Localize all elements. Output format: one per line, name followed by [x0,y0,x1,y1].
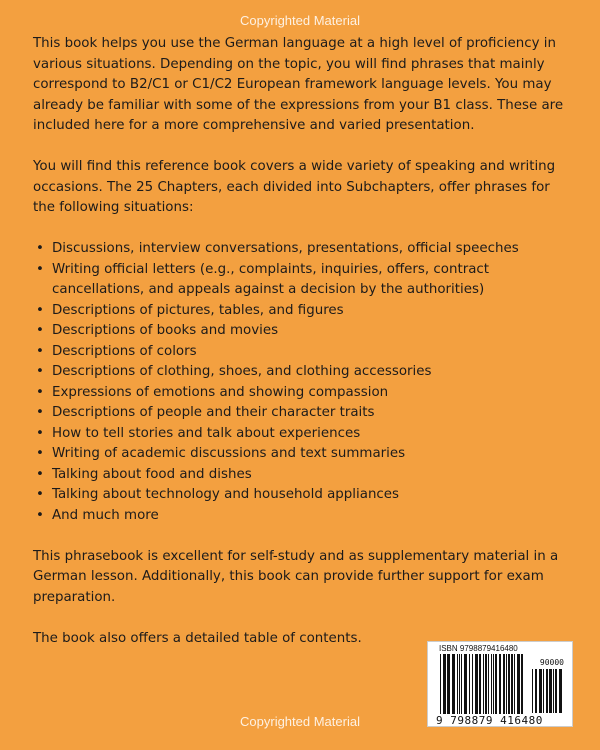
barcode-bar [506,654,507,714]
barcode-bar [559,669,562,713]
addon-barcode-bars [532,669,564,713]
barcode-bar [517,654,520,714]
situation-item: • Descriptions of books and movies [33,321,573,342]
barcode-bar [511,654,513,714]
barcode-bar [457,654,458,714]
situation-item: • Discussions, interview conversations, presentations, official speeches [33,239,573,260]
barcode-bar [503,654,505,714]
situation-item: • How to tell stories and talk about experiences [33,424,573,445]
coverage-paragraph: You will find this reference book covers a wide variety of speaking and writing occasions. The 25 Chapters, each divided into Subchapters, offer phrases for the following situations: [33,159,556,215]
barcode-bar [447,654,450,714]
barcode-bar [514,654,515,714]
price-code: 90000 [539,658,564,667]
barcode-bar [553,669,554,713]
barcode-bar [488,654,489,714]
barcode-bar [508,654,510,714]
situation-item: • Writing of academic discussions and text summaries [33,444,573,465]
situations-list [33,239,573,526]
barcode-bar [555,669,557,713]
isbn-label: ISBN 9798879416480 [439,644,518,653]
barcode-bar [535,669,537,713]
barcode-bar [479,654,481,714]
situation-item: • Expressions of emotions and showing compassion [33,383,573,404]
barcode-bar [452,654,455,714]
barcode-bar [459,654,460,714]
situation-item: • And much more [33,506,573,527]
barcode-bar [485,654,487,714]
usage-paragraph: This phrasebook is excellent for self-study and as supplementary material in a German lesson. Additionally, this book can provide further support for exam preparation. [33,548,559,605]
watermark-top: Copyrighted Material [240,13,360,28]
barcode-bar [472,654,473,714]
barcode-bar [539,669,542,713]
barcode-bar [549,669,552,713]
watermark-bottom: Copyrighted Material [240,714,360,729]
barcode-bar [483,654,484,714]
barcode-bar [440,654,441,714]
barcode-bar [499,654,501,714]
barcode-bar [491,654,492,714]
barcode-bar [464,654,467,714]
barcode-bar [521,654,523,714]
barcode-bar [443,654,446,714]
situation-item: • Descriptions of clothing, shoes, and clothing accessories [33,362,573,383]
situation-item: • Talking about food and dishes [33,465,573,486]
barcode-bar [532,669,533,713]
main-barcode-bars [440,654,525,714]
barcode-bar [461,654,462,714]
situation-item: • Descriptions of pictures, tables, and figures [33,301,573,322]
situation-item: • Descriptions of colors [33,342,573,363]
barcode-bar [475,654,478,714]
barcode-bar [469,654,470,714]
situation-item: • Writing official letters (e.g., complaints, inquiries, offers, contract cancellations, and appeals against a decision by the authorities) [33,260,573,301]
toc-note: The book also offers a detailed table of contents. [33,630,362,646]
situation-item: • Talking about technology and household appliances [33,485,573,506]
barcode-digits: 9 798879 416480 [436,714,543,727]
situation-item: • Descriptions of people and their character traits [33,403,573,424]
barcode-bar [543,669,544,713]
barcode-bar [495,654,497,714]
back-cover-text [33,34,573,670]
barcode-bar [546,669,548,713]
barcode-bar [493,654,494,714]
intro-paragraph: This book helps you use the German language at a high level of proficiency in various situations. Depending on the topic, you will find phrases that mainly correspond to B2/C1 or C1/C2 European framework language levels. You may already be familiar with some of the expressions from your B1 class. These are included here for a more comprehensive and varied presentation. [33,36,564,133]
